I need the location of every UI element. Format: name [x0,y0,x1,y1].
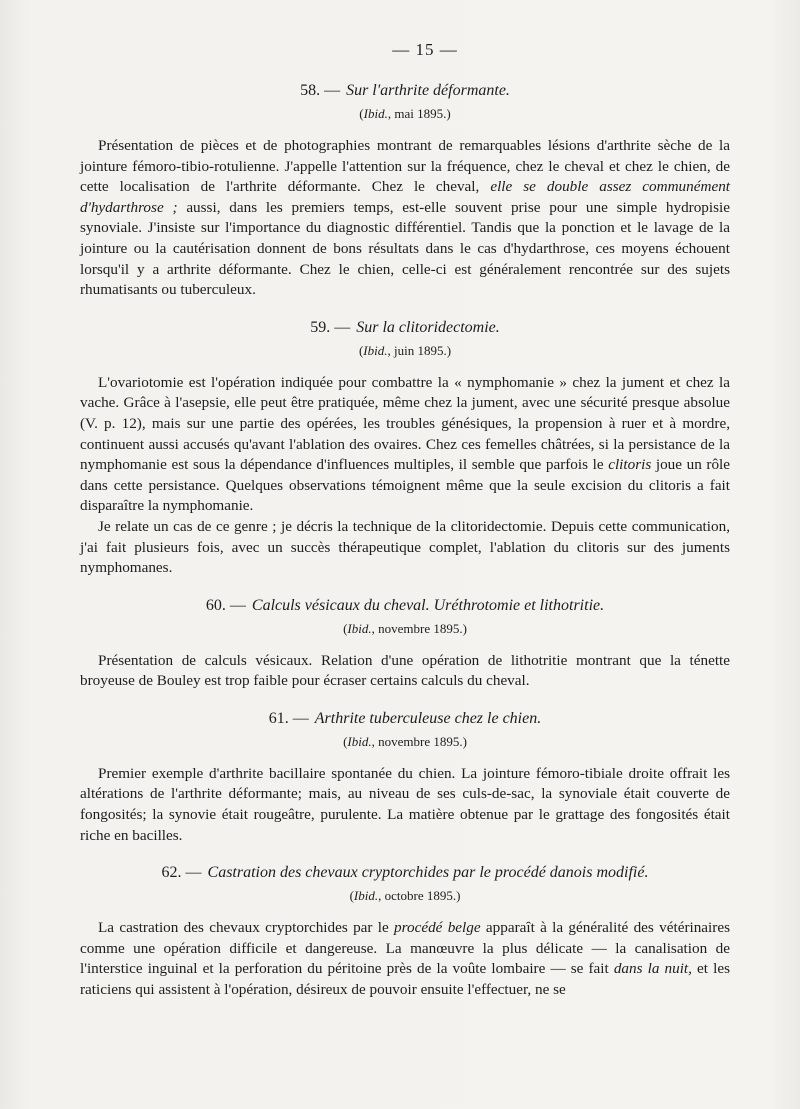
section-source: (Ibid., novembre 1895.) [343,733,467,749]
source-reference: Ibid. [347,733,372,749]
section [80,80,730,301]
section-source: (Ibid., novembre 1895.) [343,620,467,636]
page-number: — 15 — [392,40,458,59]
source-date: , mai 1895. [387,106,447,121]
section-number: 62. — [161,864,202,882]
section-title [80,708,730,730]
page-content [80,40,730,1017]
section-number: 59. — [310,318,351,336]
paragraph-text: aussi, dans les premiers temps, est-elle souvent prise pour une simple hydropisie synoviale. J'insiste sur l'importance du diagnostic différentiel. Tandis que la ponction et le lavage de la jointure ou la cautérisation donnent de bons résultats dans le cas d'hydarthrose, ces moyens échouent lorsqu'il y a arthrite déformante. Chez le chien, celle-ci est généralement rencontrée sur des sujets rhumatisants ou tuberculeux. [80,198,730,299]
source-reference: Ibid. [363,106,388,121]
section [80,595,730,692]
paragraph-italic: procédé belge [394,919,481,937]
paragraph-text: Présentation de calculs vésicaux. Relation d'une opération de lithotritie montrant que la ténette broyeuse de Bouley est trop faible pour écraser certains calculs du cheval. [80,651,730,690]
section-number: 60. — [205,596,246,614]
paragraph-italic: clitoris [608,456,652,474]
paragraph-text: Premier exemple d'arthrite bacillaire spontanée du chien. La jointure fémoro-tibiale droite offrait les altérations de l'arthrite déformante; mais, au niveau de ses culs-de-sac, la synoviale était couverte de fongosités; la synovie était rougeâtre, purulente. La matière obtenue par le grattage des fongosités était riche en bacilles. [80,764,730,844]
section [80,862,730,1000]
paragraph-text: et les raticiens qui assistent à l'opération, désireux de pouvoir ensuite l'effectuer, ne se [80,960,730,999]
paragraph-text: joue un rôle dans cette persistance. Quelques observations témoignent même que la seule excision du clitoris a fait disparaître la nymphomanie. [80,456,730,515]
section-title [80,862,730,884]
section-title-text: Castration des chevaux cryptorchides par le procédé danois modifié. [207,864,649,882]
paragraph-italic: dans la nuit, [613,960,692,978]
body-paragraph [80,918,730,1000]
paragraph-italic: elle se double assez communément d'hydarthrose ; [80,178,731,216]
section-source: (Ibid., mai 1895.) [359,106,451,121]
section-title [80,317,730,339]
section-source: (Ibid., juin 1895.) [358,342,452,358]
section-number: 61. — [268,709,309,727]
paragraph-text: La castration des chevaux cryptorchides par le [98,919,395,937]
source-date: , novembre 1895. [371,733,463,749]
paragraph-text: Je relate un cas de ce genre ; je décris la technique de la clitoridectomie. Depuis cette communication, j'ai fait plusieurs fois, avec un succès thérapeutique complet, l'ablation du clitoris sur des juments nymphomanes. [80,517,730,577]
source-date: , novembre 1895. [371,620,463,636]
source-reference: Ibid. [353,888,379,904]
section-title-text: Calculs vésicaux du cheval. Uréthrotomie et lithotritie. [251,596,605,614]
paragraph-text: apparaît à la généralité des vétérinaires comme une opération difficile et dangereuse. La manœuvre la plus délicate — la canalisation de l'interstice inguinal et la perforation du péritoine près de la voûte lombaire — se fait [80,919,730,978]
body-paragraph [80,651,730,692]
paragraph-text: Présentation de pièces et de photographies montrant de remarquables lésions d'arthrite sèche de la jointure fémoro-tibio-rotulienne. J'appelle l'attention sur la fréquence, chez le cheval et chez le chien, de cette localisation de l'arthrite déformante. Chez le cheval, [80,137,730,196]
section-title [80,595,730,617]
paragraph-text: L'ovariotomie est l'opération indiquée pour combattre la « nymphomanie » chez la jument et chez la vache. Grâce à l'asepsie, elle peut être pratiquée, même chez la jument, avec une sécurité presque absolue (V. p. 12), mais sur une partie des opérées, les troubles génésiques, la propension à ruer et à mordre, continuent aussi accusés qu'avant l'ablation des ovaires. Chez ces femelles châtrées, si la persistance de la nymphomanie est sous la dépendance d'influences multiples, il semble que parfois le [80,373,730,474]
section-title-text: Arthrite tuberculeuse chez le chien. [314,709,542,727]
section-title [80,80,730,102]
section-title-text: Sur la clitoridectomie. [356,318,500,336]
section [80,317,730,579]
source-date: , juin 1895. [387,342,447,358]
section-source: (Ibid., octobre 1895.) [349,888,461,904]
body-paragraph [80,373,730,517]
source-date: , octobre 1895. [378,888,457,904]
sections-container [80,80,730,1001]
body-paragraph [80,764,730,846]
source-reference: Ibid. [363,342,388,358]
source-reference: Ibid. [347,620,372,636]
body-paragraph [80,136,730,301]
section-title-text: Sur l'arthrite déformante. [346,82,510,99]
section [80,708,730,846]
section-number: 58. — [300,82,341,99]
body-paragraph [80,517,730,579]
